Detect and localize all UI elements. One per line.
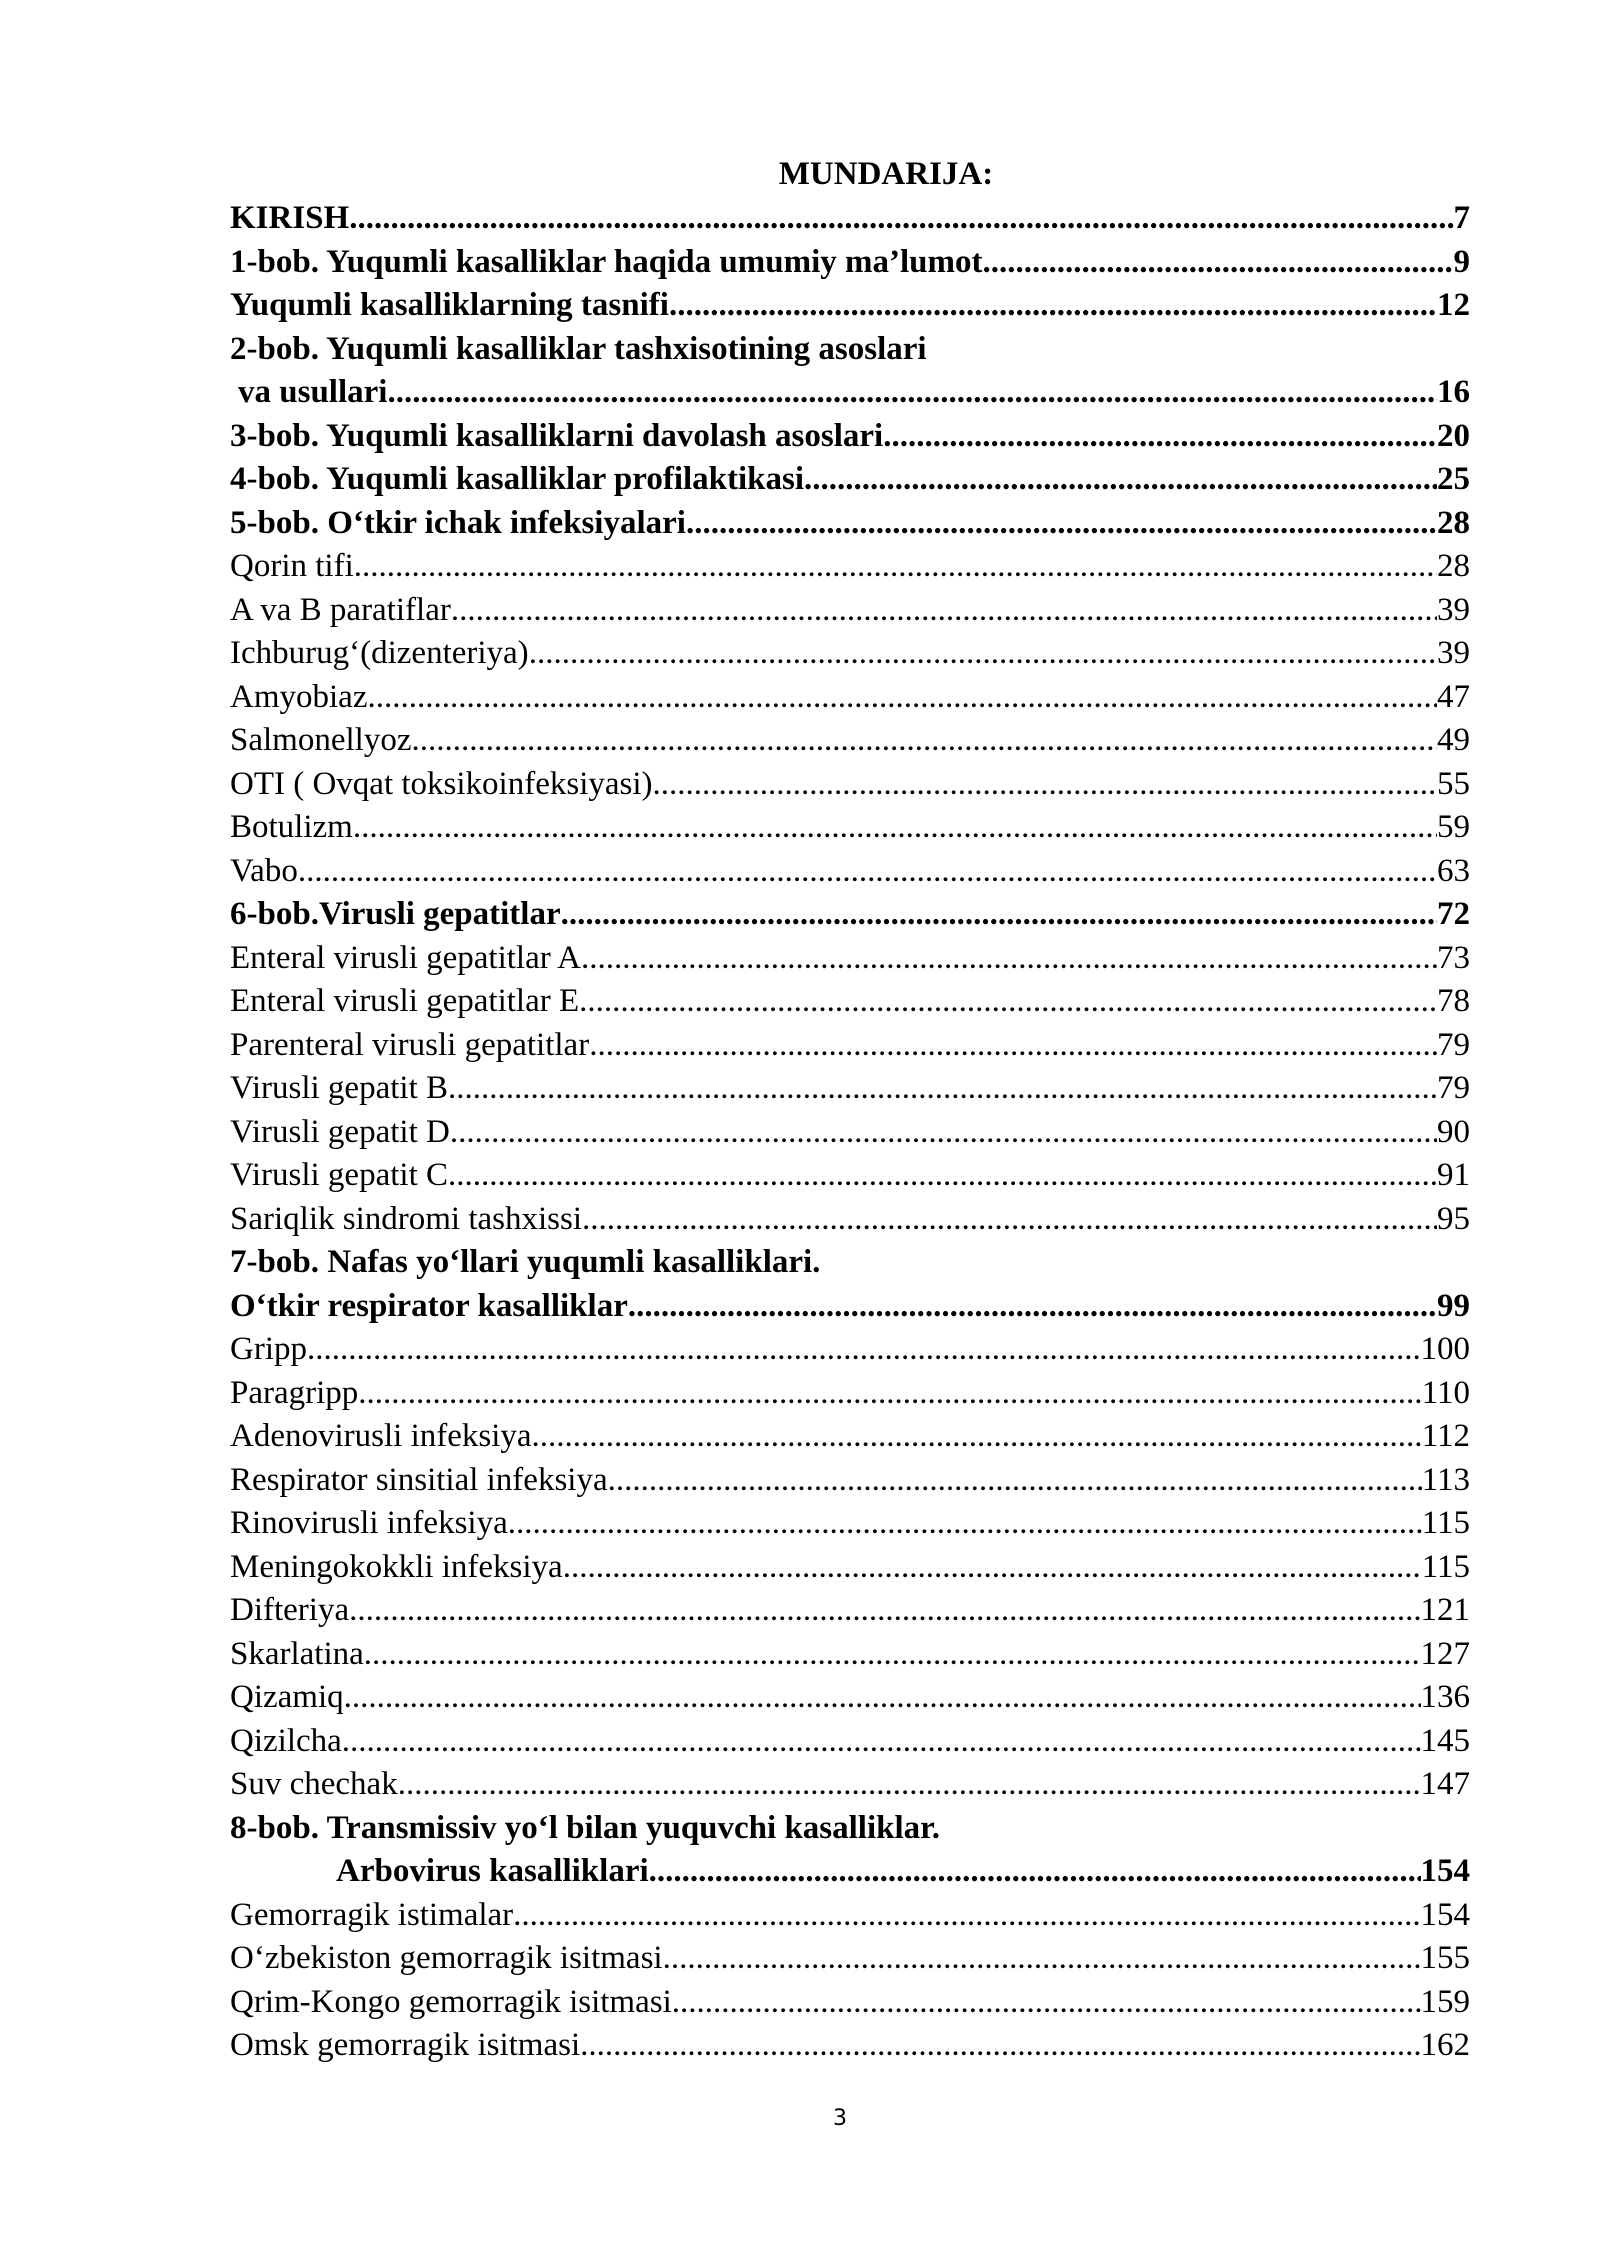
toc-leader-dots	[411, 719, 1437, 763]
toc-entry	[230, 1981, 1470, 2025]
toc-entry-page: 39	[1437, 635, 1470, 671]
toc-entry-label: OTI ( Ovqat toksikoinfeksiyasi)	[230, 765, 653, 802]
toc-entry	[230, 415, 1470, 459]
toc-entry	[230, 284, 1470, 328]
toc-entry	[230, 1720, 1470, 1764]
toc-entry-label: O‘zbekiston gemorragik isitmasi	[230, 1940, 663, 1976]
toc-entry	[230, 1111, 1470, 1155]
toc-entry-label: Meningokokkli infeksiya	[230, 1548, 563, 1585]
toc-entry-page: 100	[1420, 1331, 1470, 1367]
toc-leader-dots	[532, 1415, 1422, 1459]
toc-entry-label: Qizamiq	[230, 1679, 344, 1715]
toc-leader-dots	[579, 980, 1437, 1024]
toc-entry	[230, 980, 1470, 1024]
toc-leader-dots	[349, 197, 1453, 241]
toc-entry	[230, 1024, 1470, 1068]
toc-entry-page: 154	[1420, 1896, 1470, 1933]
toc-entry-label: Yuqumli kasalliklarning tasnifi	[230, 287, 669, 323]
toc-entry-page: 159	[1420, 1983, 1470, 2020]
toc-entry-page: 99	[1437, 1287, 1470, 1324]
toc-entry	[230, 1850, 1470, 1894]
toc-entry-page: 73	[1437, 939, 1470, 976]
toc-entry-label: Adenovirusli infeksiya	[230, 1418, 532, 1454]
toc-entry-page: 39	[1437, 591, 1470, 628]
toc-leader-dots	[804, 458, 1437, 502]
toc-leader-dots	[398, 1763, 1421, 1807]
toc-entry	[230, 1763, 1470, 1807]
toc-entry-page: 112	[1421, 1418, 1470, 1454]
toc-entry-label: Virusli gepatit D	[230, 1113, 450, 1150]
toc-entry	[230, 1807, 1470, 1851]
toc-entry-page: 9	[1453, 243, 1470, 280]
toc-entry-page: 110	[1421, 1374, 1470, 1411]
toc-entry	[230, 2024, 1470, 2068]
toc-entry	[230, 1198, 1470, 1242]
toc-leader-dots	[649, 1850, 1421, 1894]
toc-entry-page: 12	[1437, 287, 1470, 323]
toc-entry	[230, 893, 1470, 937]
toc-leader-dots	[450, 1111, 1437, 1155]
toc-entry	[230, 676, 1470, 720]
toc-entry	[230, 1459, 1470, 1503]
toc-entry-label: A va B paratiflar	[230, 591, 451, 628]
toc-leader-dots	[349, 1589, 1420, 1633]
toc-leader-dots	[513, 1894, 1420, 1938]
toc-entry-page: 20	[1437, 417, 1470, 454]
toc-entry-label: KIRISH	[230, 200, 350, 236]
toc-entry	[230, 1502, 1470, 1546]
toc-leader-dots	[672, 1981, 1421, 2025]
toc-entry-label: Virusli gepatit C	[230, 1157, 448, 1193]
toc-entry-page: 145	[1420, 1722, 1470, 1759]
toc-entry-label: Skarlatina	[230, 1635, 364, 1672]
toc-entry-label: Sariqlik sindromi tashxissi	[230, 1200, 583, 1237]
toc-entry-page: 154	[1420, 1853, 1470, 1889]
toc-entry-label: Parenteral virusli gepatitlar	[230, 1026, 590, 1063]
toc-leader-dots	[628, 1285, 1437, 1329]
toc-entry	[230, 1546, 1470, 1590]
toc-entry-page: 127	[1420, 1635, 1470, 1672]
toc-leader-dots	[581, 937, 1437, 981]
toc-entry-page: 78	[1437, 983, 1470, 1019]
table-of-contents	[230, 197, 1470, 2068]
toc-leader-dots	[580, 2024, 1420, 2068]
toc-entry-page: 7	[1453, 200, 1470, 236]
toc-entry-label: Gripp	[230, 1331, 307, 1367]
toc-leader-dots	[451, 589, 1437, 633]
toc-entry-page: 49	[1437, 722, 1470, 758]
toc-entry	[230, 1937, 1470, 1981]
toc-entry-page: 55	[1437, 765, 1470, 802]
toc-entry-label: 4-bob. Yuqumli kasalliklar profilaktikasi	[230, 461, 805, 497]
toc-entry	[230, 806, 1470, 850]
toc-entry-page: 155	[1420, 1940, 1470, 1976]
toc-entry	[230, 763, 1470, 807]
toc-entry	[230, 1328, 1470, 1372]
toc-entry-label: Enteral virusli gepatitlar E	[230, 983, 580, 1019]
toc-leader-dots	[358, 1372, 1421, 1416]
toc-leader-dots	[367, 676, 1437, 720]
toc-entry	[230, 545, 1470, 589]
toc-entry-page: 63	[1437, 852, 1470, 889]
toc-leader-dots	[448, 1154, 1437, 1198]
toc-leader-dots	[529, 632, 1437, 676]
toc-leader-dots	[653, 763, 1437, 807]
toc-entry-page: 95	[1437, 1200, 1470, 1237]
toc-entry-label: Ichburug‘(dizenteriya)	[230, 635, 529, 671]
toc-entry	[230, 197, 1470, 241]
toc-leader-dots	[508, 1502, 1422, 1546]
toc-entry	[230, 1415, 1470, 1459]
toc-leader-dots	[663, 1937, 1421, 1981]
toc-entry	[230, 328, 1470, 372]
toc-entry	[230, 850, 1470, 894]
toc-entry-label: Rinovirusli infeksiya	[230, 1505, 508, 1541]
toc-entry-label: Arbovirus kasalliklari	[336, 1853, 649, 1889]
toc-leader-dots	[608, 1459, 1422, 1503]
toc-entry-label: 5-bob. O‘tkir ichak infeksiyalari	[230, 504, 686, 541]
toc-leader-dots	[883, 415, 1437, 459]
toc-leader-dots	[448, 1067, 1437, 1111]
toc-entry-label: Qrim-Kongo gemorragik isitmasi	[230, 1983, 672, 2020]
toc-entry	[230, 632, 1470, 676]
toc-entry-page: 16	[1437, 374, 1470, 410]
toc-entry-label: Amyobiaz	[230, 678, 368, 715]
toc-entry-page: 79	[1437, 1026, 1470, 1063]
toc-entry-label: Botulizm	[230, 809, 353, 845]
page-number: 3	[833, 2106, 847, 2131]
toc-entry-page: 25	[1437, 461, 1470, 497]
toc-entry	[230, 719, 1470, 763]
toc-entry-label: Salmonellyoz	[230, 722, 412, 758]
toc-entry-label: O‘tkir respirator kasalliklar	[230, 1287, 628, 1324]
toc-entry-label: 6-bob.Virusli gepatitlar	[230, 896, 561, 932]
toc-entry	[230, 1067, 1470, 1111]
toc-entry-page: 90	[1437, 1113, 1470, 1150]
toc-entry	[230, 1285, 1470, 1329]
toc-entry-label: 8-bob. Transmissiv yo‘l bilan yuquvchi kasalliklar.	[230, 1809, 941, 1846]
toc-leader-dots	[307, 1328, 1421, 1372]
toc-leader-dots	[342, 1720, 1421, 1764]
toc-entry-label: Gemorragik istimalar	[230, 1896, 514, 1933]
toc-entry-page: 59	[1437, 809, 1470, 845]
toc-entry-label: Respirator sinsitial infeksiya	[230, 1461, 608, 1498]
toc-leader-dots	[582, 1198, 1437, 1242]
toc-leader-dots	[344, 1676, 1421, 1720]
page-title: MUNDARIJA:	[778, 156, 994, 192]
toc-entry	[230, 937, 1470, 981]
toc-entry-label: Paragripp	[230, 1374, 359, 1411]
toc-entry	[230, 1372, 1470, 1416]
toc-entry-label: Difteriya	[230, 1592, 350, 1628]
toc-entry-label: Qizilcha	[230, 1722, 342, 1759]
toc-entry-page: 28	[1437, 504, 1470, 541]
toc-entry-page: 91	[1437, 1157, 1470, 1193]
toc-entry	[230, 458, 1470, 502]
toc-entry	[230, 1676, 1470, 1720]
toc-leader-dots	[561, 893, 1437, 937]
toc-entry-label: 7-bob. Nafas yo‘llari yuqumli kasalliklari.	[230, 1244, 821, 1280]
toc-entry-page: 115	[1421, 1548, 1470, 1585]
toc-entry-label: Omsk gemorragik isitmasi	[230, 2027, 581, 2063]
toc-leader-dots	[686, 502, 1437, 546]
toc-entry-label: 3-bob. Yuqumli kasalliklarni davolash asoslari	[230, 417, 884, 454]
toc-leader-dots	[387, 371, 1437, 415]
toc-entry-page: 162	[1420, 2027, 1470, 2063]
toc-entry-page: 79	[1437, 1070, 1470, 1106]
toc-entry-label: 1-bob. Yuqumli kasalliklar haqida umumiy ma’lumot	[230, 243, 983, 280]
toc-leader-dots	[563, 1546, 1422, 1590]
toc-leader-dots	[983, 241, 1454, 285]
toc-leader-dots	[364, 1633, 1421, 1677]
toc-leader-dots	[354, 545, 1437, 589]
toc-leader-dots	[353, 806, 1437, 850]
toc-entry	[230, 1589, 1470, 1633]
toc-entry-label: Vabo	[230, 852, 298, 889]
toc-entry	[230, 1894, 1470, 1938]
toc-entry	[230, 589, 1470, 633]
toc-entry-label: va usullari	[238, 374, 388, 410]
toc-leader-dots	[669, 284, 1437, 328]
toc-entry	[230, 502, 1470, 546]
toc-entry	[230, 1241, 1470, 1285]
toc-entry-page: 113	[1421, 1461, 1470, 1498]
toc-entry-label: Virusli gepatit B	[230, 1070, 448, 1106]
toc-entry-label: Enteral virusli gepatitlar A	[230, 939, 581, 976]
toc-entry-label: 2-bob. Yuqumli kasalliklar tashxisotining asoslari	[230, 330, 927, 367]
toc-leader-dots	[298, 850, 1437, 894]
toc-leader-dots	[589, 1024, 1437, 1068]
toc-entry	[230, 371, 1470, 415]
toc-entry	[230, 1154, 1470, 1198]
toc-entry-label: Suv chechak	[230, 1766, 398, 1802]
toc-entry-page: 147	[1420, 1766, 1470, 1802]
toc-entry-label: Qorin tifi	[230, 548, 354, 584]
toc-entry-page: 72	[1437, 896, 1470, 932]
toc-entry	[230, 1633, 1470, 1677]
toc-entry-page: 121	[1420, 1592, 1470, 1628]
toc-entry-page: 115	[1421, 1505, 1470, 1541]
toc-entry-page: 47	[1437, 678, 1470, 715]
toc-entry-page: 136	[1420, 1679, 1470, 1715]
toc-entry-page: 28	[1437, 548, 1470, 584]
toc-entry	[230, 241, 1470, 285]
